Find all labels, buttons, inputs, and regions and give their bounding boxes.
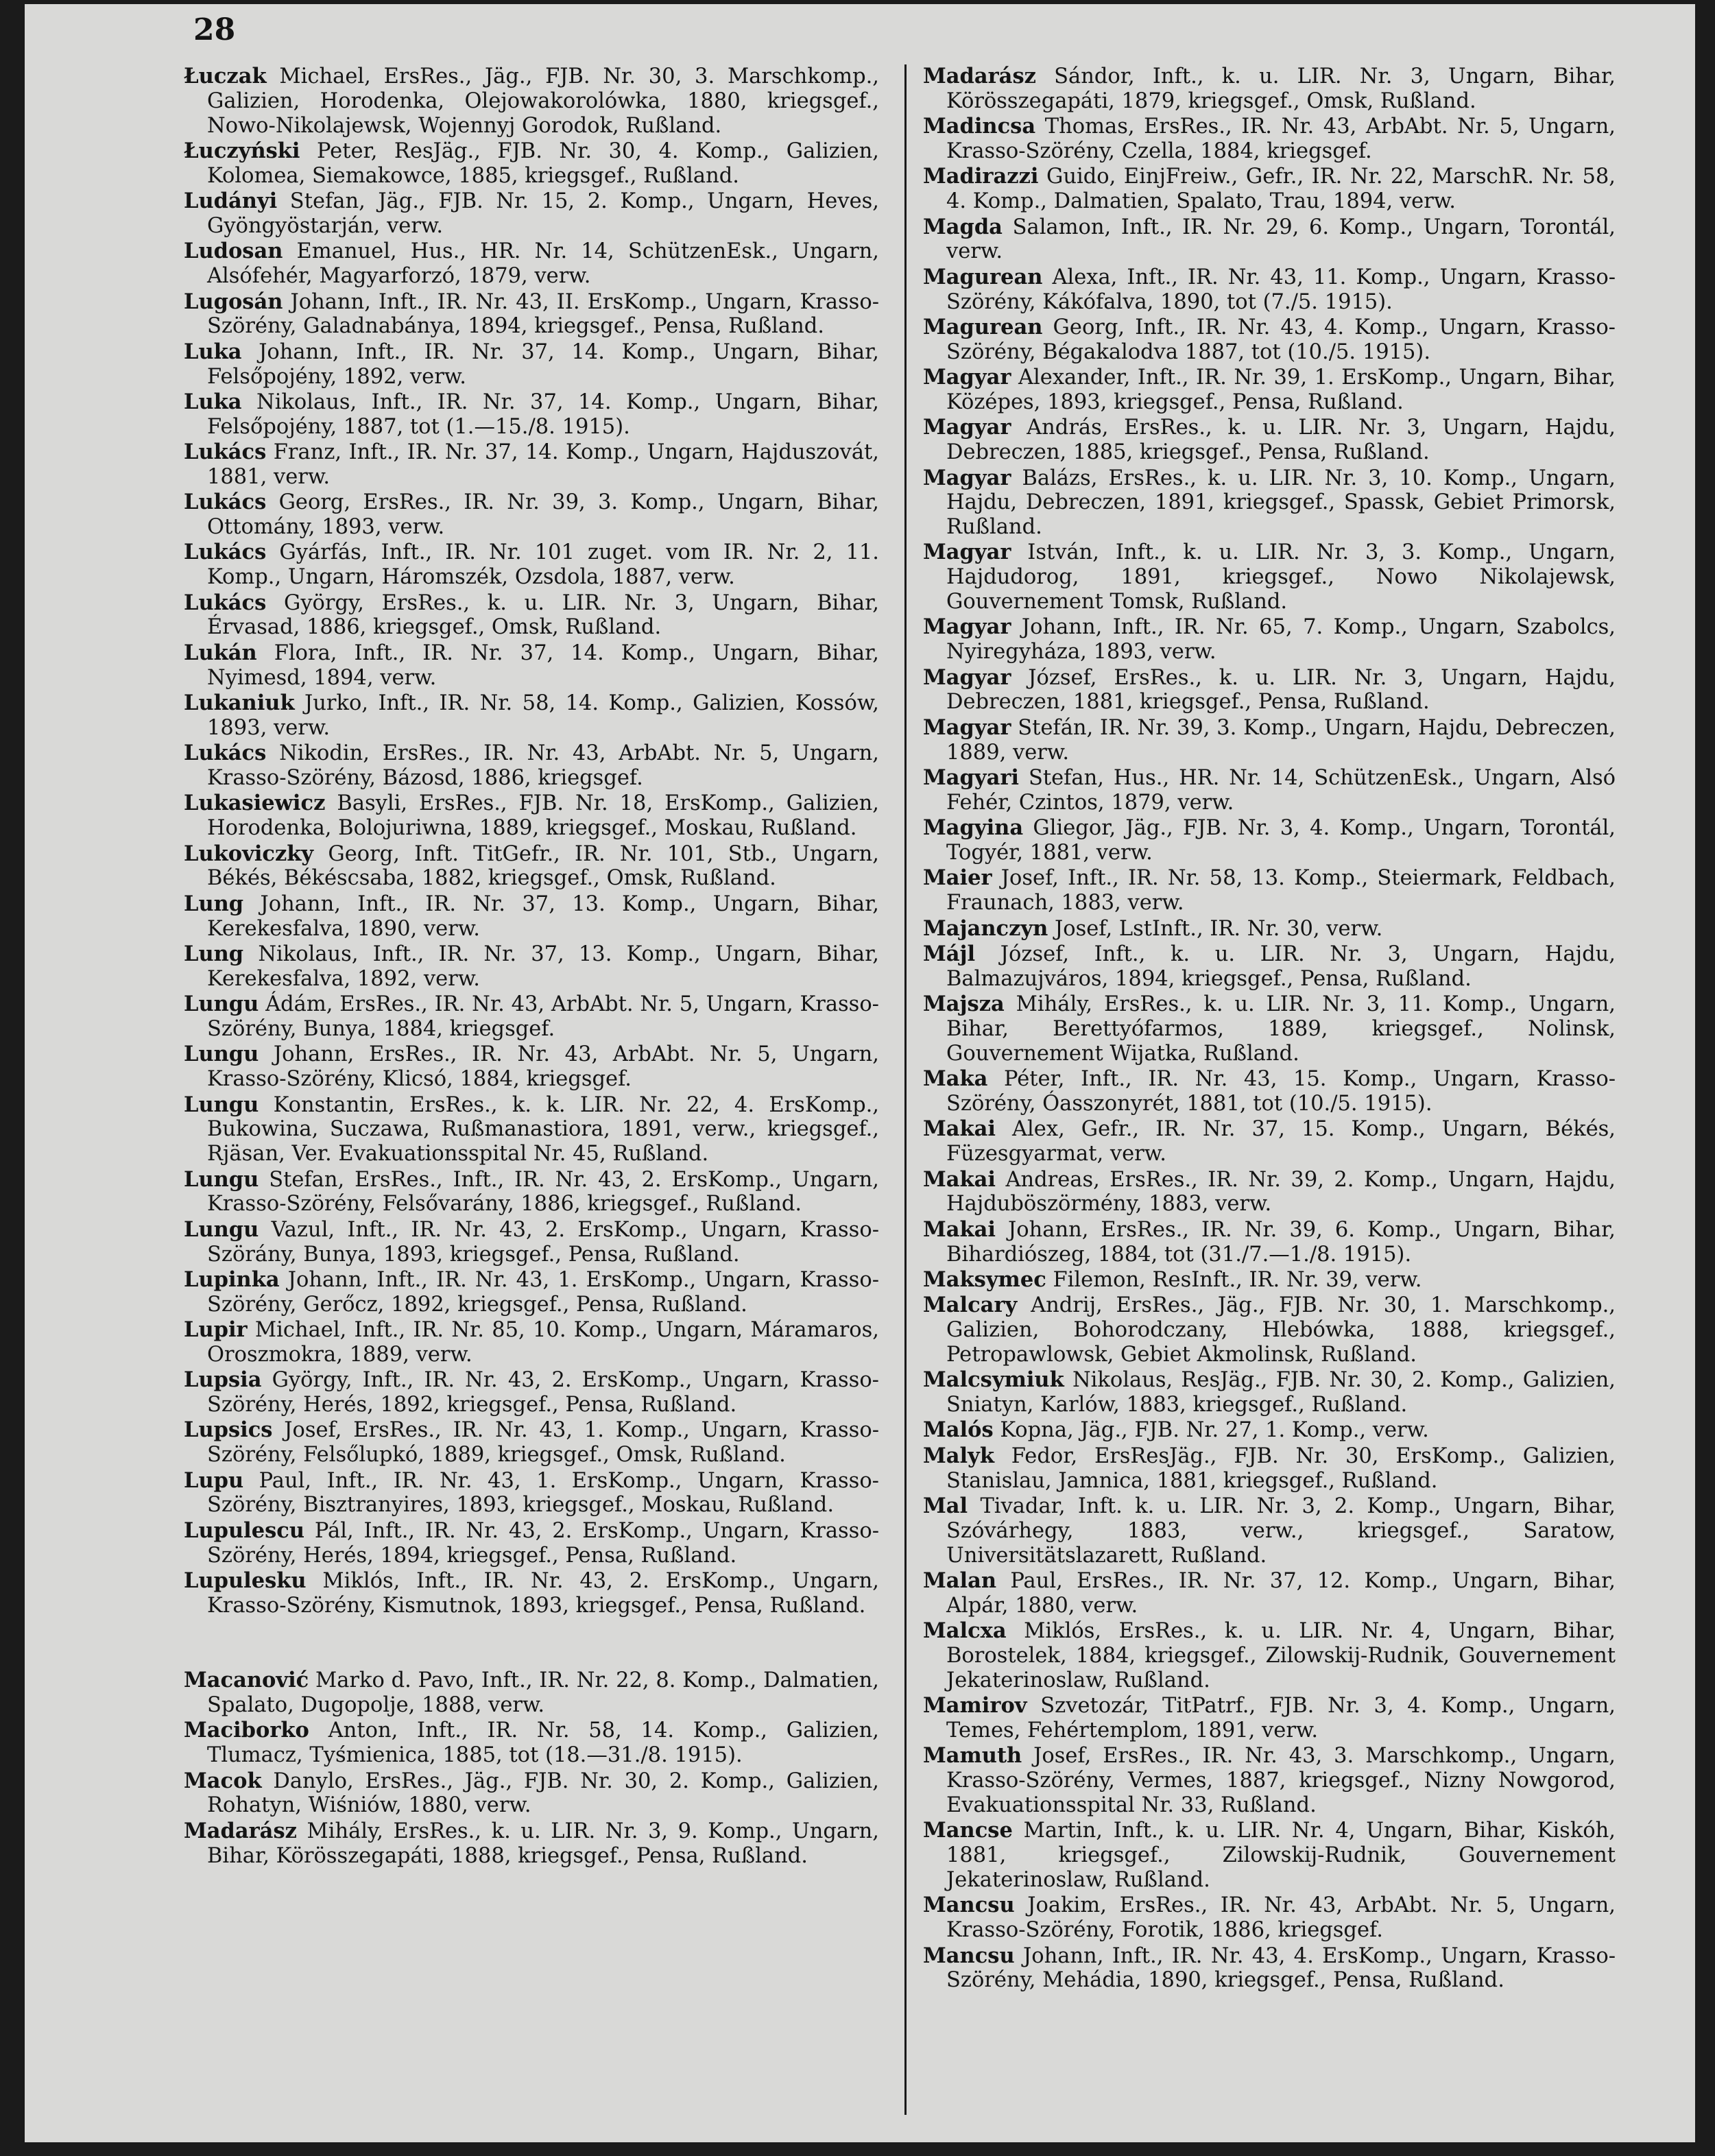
register-entry — [184, 1042, 879, 1092]
entry-details: Thomas, ErsRes., IR. Nr. 43, ArbAbt. Nr. 5, Ungarn, Krasso-Szörény, Czella, 1884, kriegsgef. — [946, 115, 1616, 163]
entry-surname: Maier — [923, 865, 992, 891]
register-entry — [184, 1519, 879, 1568]
entry-details: Johann, Inft., IR. Nr. 65, 7. Komp., Ungarn, Szabolcs, Nyiregyháza, 1893, verw. — [946, 615, 1616, 664]
register-entry — [923, 1368, 1616, 1417]
entry-surname: Lukoviczky — [184, 841, 314, 866]
right-column — [923, 64, 1616, 1994]
entry-surname: Lukasiewicz — [184, 791, 326, 816]
register-entry — [923, 215, 1616, 265]
entry-details: Nikolaus, ResJäg., FJB. Nr. 30, 2. Komp., Galizien, Sniatyn, Karlów, 1883, kriegsgef., Rußland. — [946, 1368, 1616, 1417]
register-entry — [923, 1218, 1616, 1267]
entry-details: Johann, ErsRes., IR. Nr. 39, 6. Komp., Ungarn, Bihar, Bihardiószeg, 1884, tot (31./7.—1./8. 1915). — [946, 1217, 1616, 1267]
entry-details: Mihály, ErsRes., k. u. LIR. Nr. 3, 9. Komp., Ungarn, Bihar, Körösszegapáti, 1888, kriegsgef., Pensa, Rußland. — [207, 1819, 879, 1868]
register-entry — [923, 1694, 1616, 1743]
entry-details: Miklós, ErsRes., k. u. LIR. Nr. 4, Ungarn, Bihar, Borostelek, 1884, kriegsgef., Zilowskij-Rudnik, Gouvernement Jekaterinoslaw, Rußland. — [946, 1619, 1616, 1692]
entry-details: Flora, Inft., IR. Nr. 37, 14. Komp., Ungarn, Bihar, Nyimesd, 1894, verw. — [207, 640, 879, 690]
entry-surname: Magyar — [923, 465, 1011, 490]
entry-details: Tivadar, Inft. k. u. LIR. Nr. 3, 2. Komp., Ungarn, Bihar, Szóvárhegy, 1883, verw., kriegsgef., Saratow, Universitätslazarett, Rußland. — [946, 1494, 1616, 1568]
register-entry — [923, 1619, 1616, 1692]
entry-surname: Magyar — [923, 540, 1011, 565]
entry-details: Basyli, ErsRes., FJB. Nr. 18, ErsKomp., Galizien, Horodenka, Bolojuriwna, 1889, kriegsgef., Moskau, Rußland. — [207, 791, 880, 841]
entry-surname: Lupsics — [184, 1417, 273, 1443]
register-entry — [184, 1093, 879, 1166]
entry-surname: Malcxa — [923, 1618, 1007, 1644]
entry-details: Nikolaus, Inft., IR. Nr. 37, 14. Komp., Ungarn, Bihar, Felsőpojény, 1887, tot (1.—15./8. 1915). — [207, 390, 879, 439]
entry-details: György, ErsRes., k. u. LIR. Nr. 3, Ungarn, Bihar, Érvasad, 1886, kriegsgef., Omsk, Rußland. — [207, 590, 879, 640]
entry-details: Danylo, ErsRes., Jäg., FJB. Nr. 30, 2. Komp., Galizien, Rohatyn, Wiśniów, 1880, verw. — [207, 1769, 879, 1818]
register-entry — [184, 189, 879, 239]
entry-surname: Lungu — [184, 1217, 259, 1242]
entry-surname: Lungu — [184, 1042, 259, 1067]
entry-surname: Magyar — [923, 415, 1011, 440]
register-entry — [184, 641, 879, 691]
register-entry — [923, 766, 1616, 815]
register-entry — [923, 666, 1616, 715]
entry-surname: Makai — [923, 1166, 996, 1192]
entry-details: Johann, ErsRes., IR. Nr. 43, ArbAbt. Nr. 5, Ungarn, Krasso-Szörény, Klicsó, 1884, kriegsgef. — [207, 1042, 879, 1092]
register-entry — [923, 265, 1616, 315]
register-entry — [184, 340, 879, 390]
entry-surname: Magyar — [923, 365, 1011, 390]
register-entry — [184, 1569, 879, 1618]
register-entry — [184, 1718, 879, 1768]
register-entry — [184, 1469, 879, 1518]
entry-surname: Lupulesku — [184, 1568, 307, 1594]
register-entry — [184, 139, 879, 189]
entry-surname: Lung — [184, 891, 244, 916]
entry-surname: Lungu — [184, 1166, 259, 1192]
register-entry — [184, 591, 879, 640]
register-entry — [184, 691, 879, 741]
register-entry — [184, 1769, 879, 1819]
register-entry — [923, 466, 1616, 540]
entry-surname: Lukács — [184, 540, 267, 565]
entry-details: András, ErsRes., k. u. LIR. Nr. 3, Ungarn, Hajdu, Debreczen, 1885, kriegsgef., Pensa, Rußland. — [946, 416, 1616, 465]
register-entry — [923, 1067, 1616, 1116]
entry-details: Stefan, ErsRes., Inft., IR. Nr. 43, 2. ErsKomp., Ungarn, Krasso-Szörény, Felsővarány, 1886, kriegsgef., Rußland. — [207, 1167, 879, 1217]
entry-surname: Lung — [184, 941, 244, 966]
entry-surname: Madarász — [184, 1818, 297, 1843]
entry-surname: Lukács — [184, 490, 267, 515]
entry-surname: Madincsa — [923, 114, 1036, 139]
section-gap — [184, 1619, 879, 1668]
register-entry — [184, 490, 879, 540]
register-entry — [184, 842, 879, 891]
entry-surname: Maka — [923, 1066, 988, 1092]
entry-surname: Lukán — [184, 640, 257, 665]
entry-details: Josef, ErsRes., IR. Nr. 43, 1. Komp., Ungarn, Krasso-Szörény, Felsőlupkó, 1889, kriegsgef., Omsk, Rußland. — [207, 1418, 879, 1468]
entry-surname: Mancse — [923, 1818, 1013, 1843]
entry-details: Nikolaus, Inft., IR. Nr. 37, 13. Komp., Ungarn, Bihar, Kerekesfalva, 1892, verw. — [207, 942, 879, 991]
entry-surname: Madirazzi — [923, 164, 1039, 189]
register-entry — [184, 1418, 879, 1468]
entry-surname: Malós — [923, 1417, 994, 1443]
entry-surname: Maksymec — [923, 1267, 1046, 1292]
entry-details: György, Inft., IR. Nr. 43, 2. ErsKomp., Ungarn, Krasso-Szörény, Herés, 1892, kriegsgef., Pensa, Rußland. — [207, 1368, 879, 1417]
entry-details: Anton, Inft., IR. Nr. 58, 14. Komp., Galizien, Tlumacz, Tyśmienica, 1885, tot (18.—31./8. 1915). — [207, 1718, 879, 1768]
entry-details: Alexander, Inft., IR. Nr. 39, 1. ErsKomp., Ungarn, Bihar, Középes, 1893, kriegsgef., Pensa, Rußland. — [946, 366, 1616, 414]
entry-surname: Magurean — [923, 314, 1043, 339]
entry-details: Emanuel, Hus., HR. Nr. 14, SchützenEsk., Ungarn, Alsófehér, Magyarforzó, 1879, verw. — [207, 239, 879, 289]
register-entry — [184, 1668, 879, 1718]
register-entry — [923, 1819, 1616, 1892]
register-entry — [923, 716, 1616, 765]
entry-details: Stefan, Hus., HR. Nr. 14, SchützenEsk., Ungarn, Alsó Fehér, Czintos, 1879, verw. — [946, 766, 1616, 815]
entry-details: Michael, ErsRes., Jäg., FJB. Nr. 30, 3. Marschkomp., Galizien, Horodenka, Olejowakorolówka, 1880, kriegsgef., Nowo-Nikolajewsk, Wojennyj Gorodok, Rußland. — [207, 64, 879, 138]
entry-details: Ádám, ErsRes., IR. Nr. 43, ArbAbt. Nr. 5, Ungarn, Krasso-Szörény, Bunya, 1884, kriegsgef. — [207, 992, 879, 1041]
entry-details: Nikodin, ErsRes., IR. Nr. 43, ArbAbt. Nr. 5, Ungarn, Krasso-Szörény, Bázosd, 1886, kriegsgef. — [207, 741, 879, 791]
entry-details: Georg, ErsRes., IR. Nr. 39, 3. Komp., Ungarn, Bihar, Ottomány, 1893, verw. — [207, 490, 879, 540]
register-entry — [184, 1268, 879, 1317]
entry-surname: Malcary — [923, 1293, 1018, 1318]
entry-surname: Makai — [923, 1217, 996, 1242]
register-entry — [923, 1569, 1616, 1618]
entry-details: Kopna, Jäg., FJB. Nr. 27, 1. Komp., verw. — [1000, 1418, 1429, 1443]
entry-surname: Lupu — [184, 1468, 244, 1493]
entry-details: István, Inft., k. u. LIR. Nr. 3, 3. Komp., Ungarn, Hajdudorog, 1891, kriegsgef., Nowo Nikolajewsk, Gouvernement Tomsk, Rußland. — [946, 540, 1616, 614]
register-entry — [923, 992, 1616, 1066]
register-entry — [923, 1944, 1616, 1993]
entry-surname: Lukács — [184, 741, 267, 766]
entry-surname: Macok — [184, 1768, 262, 1793]
entry-surname: Madarász — [923, 64, 1036, 88]
page-number: 28 — [193, 12, 236, 47]
register-entry — [184, 290, 879, 339]
entry-details: Jurko, Inft., IR. Nr. 58, 14. Komp., Galizien, Kossów, 1893, verw. — [207, 691, 879, 740]
entry-details: Salamon, Inft., IR. Nr. 29, 6. Komp., Ungarn, Torontál, verw. — [946, 215, 1616, 264]
register-entry — [184, 892, 879, 942]
entry-details: Filemon, ResInft., IR. Nr. 39, verw. — [1053, 1267, 1422, 1292]
entry-details: Alex, Gefr., IR. Nr. 37, 15. Komp., Ungarn, Békés, Füzesgyarmat, verw. — [946, 1117, 1616, 1166]
column-divider — [904, 64, 907, 2115]
entry-surname: Lupulescu — [184, 1518, 305, 1543]
register-entry — [923, 615, 1616, 664]
entry-surname: Lukaniuk — [184, 691, 295, 716]
entry-surname: Lukács — [184, 590, 267, 615]
entry-details: Vazul, Inft., IR. Nr. 43, 2. ErsKomp., Ungarn, Krasso-Szörány, Bunya, 1893, kriegsgef., Pensa, Rußland. — [207, 1217, 880, 1267]
register-entry — [923, 1293, 1616, 1367]
entry-surname: Maciborko — [184, 1718, 309, 1743]
entry-surname: Magyar — [923, 614, 1011, 640]
entry-details: Martin, Inft., k. u. LIR. Nr. 4, Ungarn, Bihar, Kiskóh, 1881, kriegsgef., Zilowskij-Rudnik, Gouvernement Jekaterinoslaw, Rußland. — [946, 1819, 1616, 1892]
register-entry — [923, 315, 1616, 365]
entry-surname: Mancsu — [923, 1893, 1015, 1918]
entry-surname: Majanczyn — [923, 915, 1048, 941]
entry-surname: Lugosán — [184, 289, 283, 314]
entry-details: Johann, Inft., IR. Nr. 43, 4. ErsKomp., Ungarn, Krasso-Szörény, Mehádia, 1890, kriegsgef., Pensa, Rußland. — [946, 1943, 1616, 1993]
entry-details: Andreas, ErsRes., IR. Nr. 39, 2. Komp., Ungarn, Hajdu, Hajduböszörmény, 1883, verw. — [946, 1167, 1616, 1217]
register-entry — [184, 1318, 879, 1367]
entry-details: Andrij, ErsRes., Jäg., FJB. Nr. 30, 1. Marschkomp., Galizien, Bohorodczany, Hlebówka, 1888, kriegsgef., Petropawlowsk, Gebiet Akmolinsk, Rußland. — [946, 1293, 1616, 1367]
entry-surname: Májl — [923, 941, 976, 966]
entry-surname: Magyina — [923, 815, 1024, 841]
entry-surname: Magyar — [923, 664, 1011, 690]
entry-details: Paul, ErsRes., IR. Nr. 37, 12. Komp., Ungarn, Bihar, Alpár, 1880, verw. — [946, 1569, 1616, 1618]
entry-surname: Malcsymiuk — [923, 1367, 1064, 1393]
register-entry — [923, 1744, 1616, 1817]
register-entry — [184, 741, 879, 791]
entry-surname: Luka — [184, 339, 242, 364]
entry-surname: Majsza — [923, 992, 1005, 1017]
entry-surname: Mamirov — [923, 1693, 1027, 1718]
entry-details: Miklós, Inft., IR. Nr. 43, 2. ErsKomp., Ungarn, Krasso-Szörény, Kismutnok, 1893, kriegsgef., Pensa, Rußland. — [207, 1569, 880, 1618]
entry-details: Balázs, ErsRes., k. u. LIR. Nr. 3, 10. Komp., Ungarn, Hajdu, Debreczen, 1891, kriegsgef., Spassk, Gebiet Primorsk, Rußland. — [946, 466, 1616, 540]
entry-surname: Malyk — [923, 1443, 994, 1468]
register-entry — [184, 440, 879, 490]
entry-details: Peter, ResJäg., FJB. Nr. 30, 4. Komp., Galizien, Kolomea, Siemakowce, 1885, kriegsgef., Rußland. — [207, 139, 880, 188]
entry-details: Pál, Inft., IR. Nr. 43, 2. ErsKomp., Ungarn, Krasso-Szörény, Herés, 1894, kriegsgef., Pensa, Rußland. — [207, 1518, 879, 1568]
entry-details: Georg, Inft., IR. Nr. 43, 4. Komp., Ungarn, Krasso-Szörény, Bégakalodva 1887, tot (10./5. 1915). — [946, 315, 1616, 364]
entry-details: Johann, Inft., IR. Nr. 43, 1. ErsKomp., Ungarn, Krasso-Szörény, Gerőcz, 1892, kriegsgef., Pensa, Rußland. — [207, 1267, 880, 1317]
entry-details: Gliegor, Jäg., FJB. Nr. 3, 4. Komp., Ungarn, Torontál, Togyér, 1881, verw. — [946, 816, 1616, 865]
entry-surname: Magyar — [923, 715, 1011, 740]
register-entry — [923, 1418, 1616, 1443]
entry-details: Franz, Inft., IR. Nr. 37, 14. Komp., Ungarn, Hajduszovát, 1881, verw. — [207, 440, 879, 489]
entry-surname: Łuczyński — [184, 138, 300, 163]
register-entry — [923, 366, 1616, 415]
entry-surname: Ludányi — [184, 189, 278, 214]
entry-details: Johann, Inft., IR. Nr. 43, II. ErsKomp., Ungarn, Krasso-Szörény, Galadnabánya, 1894, kriegsgef., Pensa, Rußland. — [207, 289, 879, 339]
register-entry — [184, 942, 879, 992]
entry-surname: Magurean — [923, 264, 1043, 289]
entry-surname: Mamuth — [923, 1743, 1022, 1769]
entry-details: Stefan, Jäg., FJB. Nr. 15, 2. Komp., Ungarn, Heves, Gyöngyöstarján, verw. — [207, 189, 879, 238]
register-entry — [923, 165, 1616, 214]
register-entry — [184, 791, 879, 841]
entry-surname: Lupsia — [184, 1367, 262, 1393]
entry-details: Josef, LstInft., IR. Nr. 30, verw. — [1055, 916, 1383, 941]
register-entry — [184, 64, 879, 138]
entry-details: Fedor, ErsResJäg., FJB. Nr. 30, ErsKomp., Galizien, Stanislau, Jamnica, 1881, kriegsgef., Rußland. — [946, 1444, 1616, 1493]
entry-surname: Mancsu — [923, 1943, 1015, 1968]
register-entry — [923, 866, 1616, 915]
entry-details: Guido, EinjFreiw., Gefr., IR. Nr. 22, MarschR. Nr. 58, 4. Komp., Dalmatien, Spalato, Trau, 1894, verw. — [946, 165, 1616, 214]
entry-details: Sándor, Inft., k. u. LIR. Nr. 3, Ungarn, Bihar, Körösszegapáti, 1879, kriegsgef., Omsk, Rußland. — [946, 64, 1616, 113]
entry-details: Josef, ErsRes., IR. Nr. 43, 3. Marschkomp., Ungarn, Krasso-Szörény, Vermes, 1887, kriegsgef., Nizny Nowgorod, Evakuationsspital Nr. 33, Rußland. — [946, 1744, 1616, 1817]
entry-surname: Mal — [923, 1494, 968, 1519]
entry-details: József, Inft., k. u. LIR. Nr. 3, Ungarn, Hajdu, Balmazujváros, 1894, kriegsgef., Pensa, Rußland. — [946, 942, 1616, 991]
entry-details: Johann, Inft., IR. Nr. 37, 14. Komp., Ungarn, Bihar, Felsőpojény, 1892, verw. — [207, 339, 879, 389]
left-column — [184, 64, 879, 1869]
register-entry — [923, 1168, 1616, 1217]
entry-details: Johann, Inft., IR. Nr. 37, 13. Komp., Ungarn, Bihar, Kerekesfalva, 1890, verw. — [207, 891, 879, 941]
entry-details: Joakim, ErsRes., IR. Nr. 43, ArbAbt. Nr. 5, Ungarn, Krasso-Szörény, Forotik, 1886, kriegsgef. — [946, 1893, 1616, 1943]
entry-details: Marko d. Pavo, Inft., IR. Nr. 22, 8. Komp., Dalmatien, Spalato, Dugopolje, 1888, verw. — [207, 1668, 879, 1718]
register-entry — [184, 1168, 879, 1217]
entry-details: Stefán, IR. Nr. 39, 3. Komp., Ungarn, Hajdu, Debreczen, 1889, verw. — [946, 715, 1616, 765]
entry-details: Mihály, ErsRes., k. u. LIR. Nr. 3, 11. Komp., Ungarn, Bihar, Berettyófarmos, 1889, kriegsgef., Nolinsk, Gouvernement Wijatka, Rußland. — [946, 992, 1616, 1066]
register-entry — [184, 390, 879, 440]
entry-details: Péter, Inft., IR. Nr. 43, 15. Komp., Ungarn, Krasso-Szörény, Óasszonyrét, 1881, tot (10./5. 1915). — [946, 1067, 1616, 1116]
entry-surname: Luka — [184, 389, 242, 414]
register-entry — [923, 540, 1616, 614]
entry-surname: Lungu — [184, 992, 259, 1017]
entry-details: Alexa, Inft., IR. Nr. 43, 11. Komp., Ungarn, Krasso-Szörény, Kákófalva, 1890, tot (7./5. 1915). — [946, 265, 1616, 314]
entry-surname: Lukács — [184, 440, 267, 465]
entry-surname: Malan — [923, 1568, 997, 1594]
register-entry — [923, 115, 1616, 164]
book-page — [25, 4, 1695, 2142]
entry-details: Michael, Inft., IR. Nr. 85, 10. Komp., Ungarn, Máramaros, Oroszmokra, 1889, verw. — [207, 1318, 879, 1367]
entry-details: Georg, Inft. TitGefr., IR. Nr. 101, Stb., Ungarn, Békés, Békéscsaba, 1882, kriegsgef., Omsk, Rußland. — [207, 841, 879, 891]
entry-surname: Magyari — [923, 765, 1019, 791]
entry-surname: Lupir — [184, 1317, 248, 1343]
register-entry — [923, 942, 1616, 992]
register-entry — [184, 1218, 879, 1267]
entry-surname: Łuczak — [184, 64, 267, 88]
entry-details: Josef, Inft., IR. Nr. 58, 13. Komp., Steiermark, Feldbach, Fraunach, 1883, verw. — [946, 866, 1616, 915]
entry-details: Szvetozár, TitPatrf., FJB. Nr. 3, 4. Komp., Ungarn, Temes, Fehértemplom, 1891, verw. — [946, 1694, 1616, 1742]
entry-details: Paul, Inft., IR. Nr. 43, 1. ErsKomp., Ungarn, Krasso-Szörény, Bisztranyires, 1893, kriegsgef., Moskau, Rußland. — [207, 1468, 879, 1518]
register-entry — [923, 1268, 1616, 1293]
register-entry — [184, 540, 879, 590]
register-entry — [923, 917, 1616, 942]
register-entry — [923, 1494, 1616, 1568]
entry-surname: Ludosan — [184, 239, 283, 264]
entry-details: Gyárfás, Inft., IR. Nr. 101 zuget. vom IR. Nr. 2, 11. Komp., Ungarn, Háromszék, Ozsdola, 1887, verw. — [207, 540, 880, 590]
register-entry — [184, 1368, 879, 1417]
entry-surname: Magda — [923, 214, 1003, 239]
register-entry — [923, 816, 1616, 865]
register-entry — [923, 64, 1616, 114]
entry-surname: Lungu — [184, 1092, 259, 1117]
entry-surname: Lupinka — [184, 1267, 280, 1292]
register-entry — [923, 416, 1616, 465]
entry-details: Konstantin, ErsRes., k. k. LIR. Nr. 22, 4. ErsKomp., Bukowina, Suczawa, Rußmanastiora, 1891, verw., kriegsgef., Rjäsan, Ver. Evakuationsspital Nr. 45, Rußland. — [207, 1092, 879, 1166]
entry-surname: Makai — [923, 1116, 996, 1142]
register-entry — [923, 1444, 1616, 1494]
register-entry — [184, 992, 879, 1042]
entry-details: József, ErsRes., k. u. LIR. Nr. 3, Ungarn, Hajdu, Debreczen, 1881, kriegsgef., Pensa, Rußland. — [946, 665, 1616, 715]
register-entry — [184, 239, 879, 289]
register-entry — [184, 1819, 879, 1869]
register-entry — [923, 1893, 1616, 1943]
entry-surname: Macanović — [184, 1668, 309, 1693]
register-entry — [923, 1117, 1616, 1166]
